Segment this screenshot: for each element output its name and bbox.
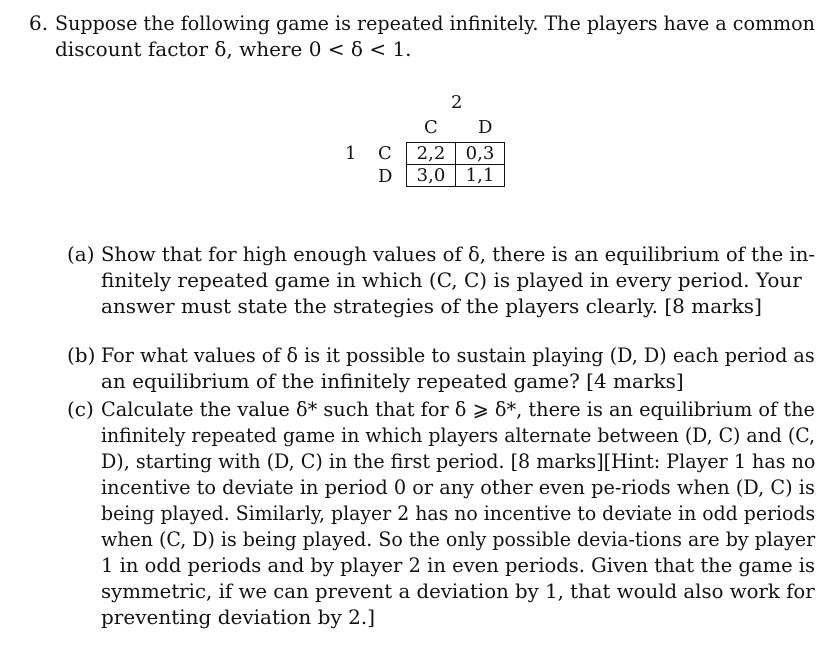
row-player-label: 1: [345, 143, 357, 164]
part-text-line: finitely repeated game in which (C, C) is played in every period. Your: [101, 268, 802, 292]
payoff-matrix-figure: [0, 0, 829, 210]
part-text-line: answer must state the strategies of the players clearly. [8 marks]: [101, 294, 762, 318]
part-text-line: Calculate the value δ* such that for δ ⩾ δ*, there is an equilibrium of the: [101, 397, 815, 421]
part-text-line: 1 in odd periods and by player 2 in even periods. Given that the game is: [101, 553, 816, 577]
payoff-cell: 2,2: [407, 143, 456, 165]
row-label-d: D: [378, 166, 393, 187]
column-label-c: C: [424, 117, 438, 138]
part-text-line: Show that for high enough values of δ, there is an equilibrium of the in-: [101, 242, 815, 266]
column-label-d: D: [478, 117, 493, 138]
part-text-line: For what values of δ is it possible to sustain playing (D, D) each period as: [101, 343, 815, 367]
part-text-line: symmetric, if we can prevent a deviation by 1, that would also work for: [101, 579, 815, 603]
part-text-line: when (C, D) is being played. So the only possible devia-tions are by player: [101, 527, 816, 551]
part-label: (a): [67, 242, 95, 266]
question-text-line: Suppose the following game is repeated infinitely. The players have a common: [55, 11, 815, 35]
row-label-c: C: [378, 143, 392, 164]
payoff-cell: 0,3: [456, 143, 505, 165]
part-text-line: preventing deviation by 2.]: [101, 605, 376, 629]
payoff-row: [407, 143, 505, 165]
column-player-label: 2: [451, 92, 463, 113]
part-label: (b): [67, 343, 96, 367]
payoff-row: [407, 165, 505, 187]
payoff-cell: 3,0: [407, 165, 456, 187]
payoff-table: [406, 142, 505, 187]
part-text-line: being played. Similarly, player 2 has no incentive to deviate in odd periods: [101, 501, 816, 525]
part-label: (c): [67, 397, 94, 421]
part-text-line: an equilibrium of the infinitely repeated game? [4 marks]: [101, 369, 684, 393]
part-text-line: incentive to deviate in period 0 or any other even pe-riods when (D, C) is: [101, 475, 815, 499]
part-text-line: infinitely repeated game in which players alternate between (D, C) and (C,: [101, 423, 815, 447]
part-text-line: D), starting with (D, C) in the first period. [8 marks][Hint: Player 1 has no: [101, 449, 816, 473]
question-text-line: discount factor δ, where 0 < δ < 1.: [55, 37, 412, 61]
payoff-cell: 1,1: [456, 165, 505, 187]
question-number: 6.: [29, 11, 49, 35]
